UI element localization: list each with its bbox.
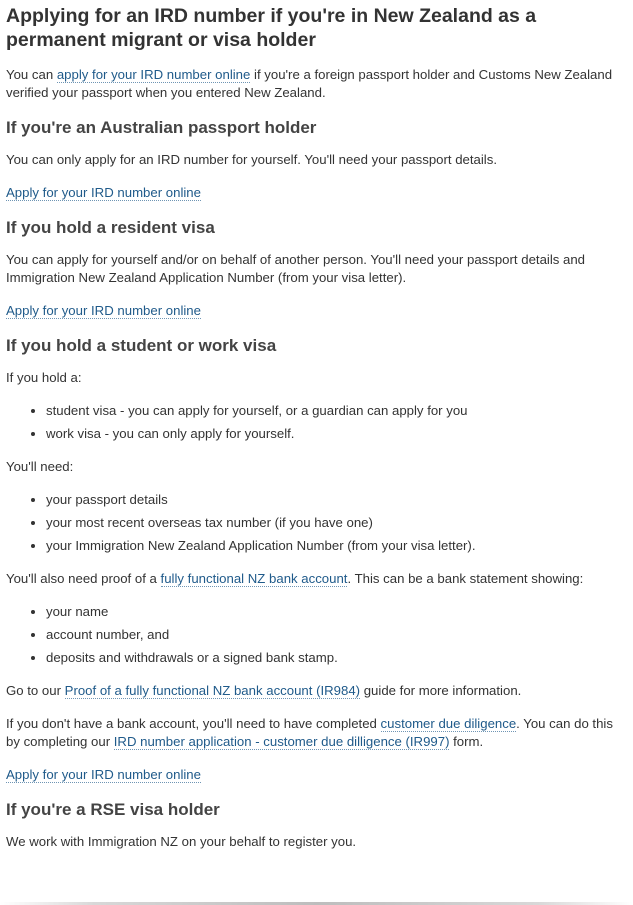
list-item: • your name — [46, 603, 627, 621]
customer-due-diligence-link[interactable]: customer due diligence — [380, 716, 517, 731]
rse-text: We work with Immigration NZ on your behalf to register you. — [6, 834, 357, 849]
rse-heading: If you're a RSE visa holder — [6, 800, 220, 819]
list-item: • work visa - you can only apply for yourself. — [46, 425, 627, 443]
if-you-hold-text: If you hold a: — [6, 370, 82, 385]
bank-proof-paragraph: You'll also need proof of a fully functional NZ bank account. This can be a bank statement showing: — [6, 571, 584, 586]
guide-paragraph: Go to our Proof of a fully functional NZ bank account (IR984) guide for more information. — [6, 683, 522, 698]
ir997-form-link[interactable]: IRD number application - customer due dilligence (IR997) — [113, 734, 450, 749]
student-work-apply-link[interactable]: Apply for your IRD number online — [6, 767, 201, 782]
list-item: • your passport details — [46, 491, 627, 509]
statement-list — [6, 603, 627, 667]
apply-online-link[interactable]: apply for your IRD number online — [56, 67, 251, 82]
australian-link-paragraph — [6, 184, 627, 202]
no-bank-paragraph: If you don't have a bank account, you'll need to have completed customer due diligence. You can do this by completing our IRD number application - customer due dilligence (IR997) form. — [6, 716, 613, 749]
list-item: • your most recent overseas tax number (if you have one) — [46, 514, 627, 532]
list-item: • your Immigration New Zealand Application Number (from your visa letter). — [46, 537, 627, 555]
resident-apply-link[interactable]: Apply for your IRD number online — [6, 303, 201, 318]
page-title: Applying for an IRD number if you're in New Zealand as a permanent migrant or visa holder — [6, 5, 537, 51]
student-work-heading: If you hold a student or work visa — [6, 336, 277, 355]
visa-types-list — [6, 402, 627, 443]
youll-need-text: You'll need: — [6, 459, 74, 474]
resident-text: You can apply for yourself and/or on behalf of another person. You'll need your passport details and Immigration New Zealand Application Number (from your visa letter). — [6, 252, 586, 285]
list-item: • student visa - you can apply for yourself, or a guardian can apply for you — [46, 402, 627, 420]
ir984-guide-link[interactable]: Proof of a fully functional NZ bank account (IR984) — [64, 683, 361, 698]
list-item: • deposits and withdrawals or a signed bank stamp. — [46, 649, 627, 667]
resident-heading: If you hold a resident visa — [6, 218, 215, 237]
intro-paragraph: You can apply for your IRD number online if you're a foreign passport holder and Customs New Zealand verified your passport when you entered New Zealand. — [6, 67, 613, 100]
needs-list — [6, 491, 627, 555]
australian-apply-link[interactable]: Apply for your IRD number online — [6, 185, 201, 200]
resident-link-paragraph — [6, 302, 627, 320]
bank-account-link[interactable]: fully functional NZ bank account — [160, 571, 348, 586]
student-work-link-paragraph — [6, 766, 627, 784]
list-item: • account number, and — [46, 626, 627, 644]
australian-heading: If you're an Australian passport holder — [6, 118, 317, 137]
australian-text: You can only apply for an IRD number for yourself. You'll need your passport details. — [6, 152, 497, 167]
